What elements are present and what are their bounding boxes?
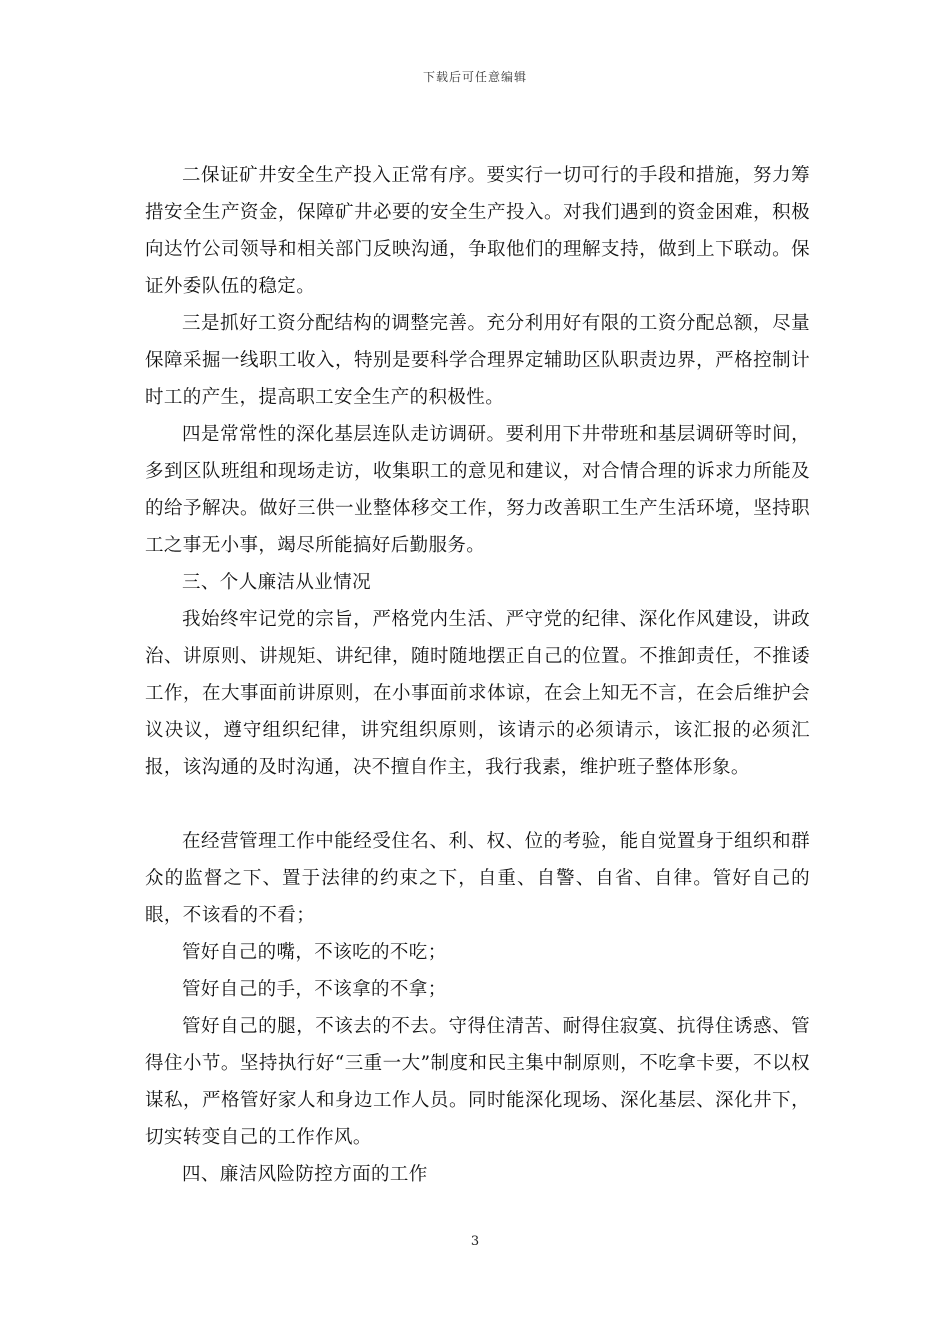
paragraph-hands: 管好自己的手，不该拿的不拿； [182,979,447,1000]
section-heading-risk-control: 四、廉洁风险防控方面的工作 [182,1164,428,1185]
section-heading-integrity: 三、个人廉洁从业情况 [182,572,372,593]
paragraph-gap [145,786,810,823]
paragraph-grassroots-visits: 四是常常性的深化基层连队走访调研。要利用下井带班和基层调研等时间，多到区队班组和现场走访，收集职工的意见和建议，对合情合理的诉求力所能及的给予解决。做好三供一业整体移交工作，努力改善职工生产生活环境，坚持职工之事无小事，竭尽所能搞好后勤服务。 [145,424,810,556]
paragraph-party-discipline: 我始终牢记党的宗旨，严格党内生活、严守党的纪律、深化作风建设，讲政治、讲原则、讲规矩、讲纪律，随时随地摆正自己的位置。不推卸责任，不推诿工作，在大事面前讲原则，在小事面前求体谅，在会上知无不言，在会后维护会议决议，遵守组织纪律，讲究组织原则，该请示的必须请示，该汇报的必须汇报，该沟通的及时沟通，决不擅自作主，我行我素，维护班子整体形象。 [145,609,810,778]
paragraph-legs: 管好自己的腿，不该去的不去。守得住清苦、耐得住寂寞、抗得住诱惑、管得住小节。坚持执行好“三重一大”制度和民主集中制原则，不吃拿卡要，不以权谋私，严格管好家人和身边工作人员。同时能深化现场、深化基层、深化井下，切实转变自己的工作作风。 [145,1016,810,1148]
page-number: 3 [470,1234,480,1249]
paragraph-safety-investment: 二保证矿井安全生产投入正常有序。要实行一切可行的手段和措施，努力筹措安全生产资金，保障矿井必要的安全生产投入。对我们遇到的资金困难，积极向达竹公司领导和相关部门反映沟通，争取他们的理解支持，做到上下联动。保证外委队伍的稳定。 [145,165,810,297]
paragraph-mouth: 管好自己的嘴，不该吃的不吃； [182,942,447,963]
paragraph-wage-distribution: 三是抓好工资分配结构的调整完善。充分利用好有限的工资分配总额，尽量保障采掘一线职工收入，特别是要科学合理界定辅助区队职责边界，严格控制计时工的产生，提高职工安全生产的积极性。 [145,313,810,408]
header-note: 下载后可任意编辑 [422,70,527,84]
paragraph-self-discipline: 在经营管理工作中能经受住名、利、权、位的考验，能自觉置身于组织和群众的监督之下、置于法律的约束之下，自重、自警、自省、自律。管好自己的眼，不该看的不看； [145,831,810,926]
document-body [145,157,810,1193]
